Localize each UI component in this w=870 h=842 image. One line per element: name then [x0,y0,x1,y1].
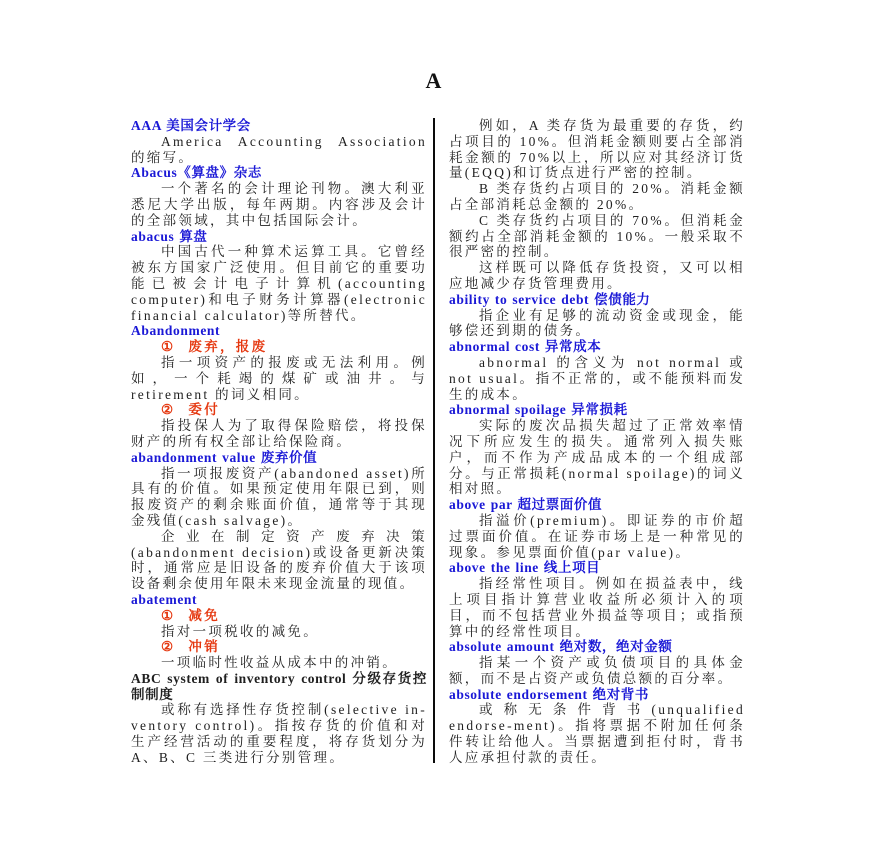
definition-paragraph: 指对一项税收的减免。 [161,623,319,639]
dictionary-entry-headword: abacus 算盘 [131,228,208,244]
sense-item [161,402,427,418]
definition-paragraph: 中国古代一种算术运算工具。它曾经被东方国家广泛使用。但目前它的重要功能已被会计电子计算机(accounting computer)和电子财务计算器(electronic financial calculator)等所替代。 [131,244,427,323]
definition-paragraph: America Accounting Association 的缩写。 [131,133,427,165]
definition-paragraph: 例如，A 类存货为最重要的存货，约占项目的 10%。但消耗金额则要占全部消耗金额的 70%以上，所以应对其经济订货量(EQQ)和订货点进行严密的控制。 [449,118,745,181]
definition-paragraph: 或称有选择性存货控制(selective in-ventory control)。指按存货的价值和对生产经营活动的重要程度，将存货划分为 A、B、C 三类进行分别管理。 [131,702,427,765]
dictionary-entry-headword: absolute amount 绝对数，绝对金额 [449,639,673,655]
sense-number: ② [161,402,176,418]
definition-paragraph: 实际的废次品损失超过了正常效率情况下所应发生的损失。通常列入损失账户，而不作为产成品成本的一个组成部分。与正常损耗(normal spoilage)的词义相对照。 [449,418,745,497]
dictionary-entry-headword: ability to service debt 偿债能力 [449,291,651,307]
dictionary-entry-headword: ABC system of inventory control 分级存货控制制度 [131,670,427,702]
column-left [131,118,427,766]
definition-paragraph: abnormal 的含义为 not normal 或 not usual。指不正常的，或不能预料而发生的成本。 [449,354,745,402]
definition-paragraph: 指一项资产的报废或无法利用。例如，一个耗竭的煤矿或油井。与 retirement 的词义相同。 [131,354,427,402]
sense-number: ② [161,639,176,655]
definition-paragraph: 指投保人为了取得保险赔偿，将投保财产的所有权全部让给保险商。 [131,418,427,449]
dictionary-entry-headword: absolute endorsement 绝对背书 [449,686,649,702]
dictionary-entry-headword: abandonment value 废弃价值 [131,449,318,465]
definition-paragraph: 这样既可以降低存货投资，又可以相应地减少存货管理费用。 [449,260,745,291]
dictionary-entry-headword: Abandonment [131,323,221,339]
definition-paragraph: 企业在制定资产废弃决策(abandonment decision)或设备更新决策时，通常应是旧设备的废弃价值大于该项设备剩余使用年限未来现金流量的现值。 [131,528,427,592]
sense-item [161,608,427,624]
column-right [449,118,745,766]
sense-number: ① [161,339,176,355]
definition-paragraph: 指一项报废资产(abandoned asset)所具有的价值。如果预定使用年限已到，则报废资产的剩余账面价值，通常等于其现金残值(cash salvage)。 [131,465,427,528]
dictionary-entry-headword: abnormal cost 异常成本 [449,339,602,355]
definition-paragraph: 一个著名的会计理论刊物。澳大利亚悉尼大学出版，每年两期。内容涉及会计的全部领域，其中包括国际会计。 [131,181,427,228]
definition-paragraph: 或称无条件背书(unqualified endorse-ment)。指将票据不附加任何条件转让给他人。当票据遭到拒付时，背书人应承担付款的责任。 [449,702,745,765]
page-title: A [425,68,443,93]
sense-number: ① [161,607,176,623]
column-divider [433,118,435,763]
sense-label: 减免 [188,607,221,623]
dictionary-entry-headword: above par 超过票面价值 [449,497,603,513]
definition-paragraph: 指企业有足够的流动资金或现金，能够偿还到期的债务。 [449,307,745,339]
dictionary-entry-headword: Abacus《算盘》杂志 [131,165,262,181]
definition-paragraph: 指某一个资产或负债项目的具体金额，而不是占资产或负债总额的百分率。 [449,655,745,686]
definition-paragraph: 一项临时性收益从成本中的冲销。 [161,655,398,671]
sense-item [161,339,427,355]
definition-paragraph: C 类存货约占项目的 70%。但消耗金额约占全部消耗金额的 10%。一般采取不很严密的控制。 [449,212,745,260]
dictionary-entry-headword: abnormal spoilage 异常损耗 [449,402,628,418]
sense-label: 冲销 [188,639,221,655]
dictionary-entry-headword: above the line 线上项目 [449,560,601,576]
sense-item [161,639,427,655]
sense-label: 委付 [188,402,221,418]
definition-paragraph: B 类存货约占项目的 20%。消耗金额占全部消耗总金额的 20%。 [449,181,745,212]
definition-paragraph: 指经常性项目。例如在损益表中，线上项目指计算营业收益所必须计入的项目，而不包括营业外损益等项目；或指预算中的经常性项目。 [449,576,745,639]
two-column-layout [131,118,745,766]
dictionary-entry-headword: AAA 美国会计学会 [131,118,251,133]
sense-label: 废弃，报废 [188,339,268,355]
definition-paragraph: 指溢价(premium)。即证券的市价超过票面价值。在证券市场上是一种常见的现象。参见票面价值(par value)。 [449,512,745,560]
dictionary-entry-headword: abatement [131,591,198,607]
